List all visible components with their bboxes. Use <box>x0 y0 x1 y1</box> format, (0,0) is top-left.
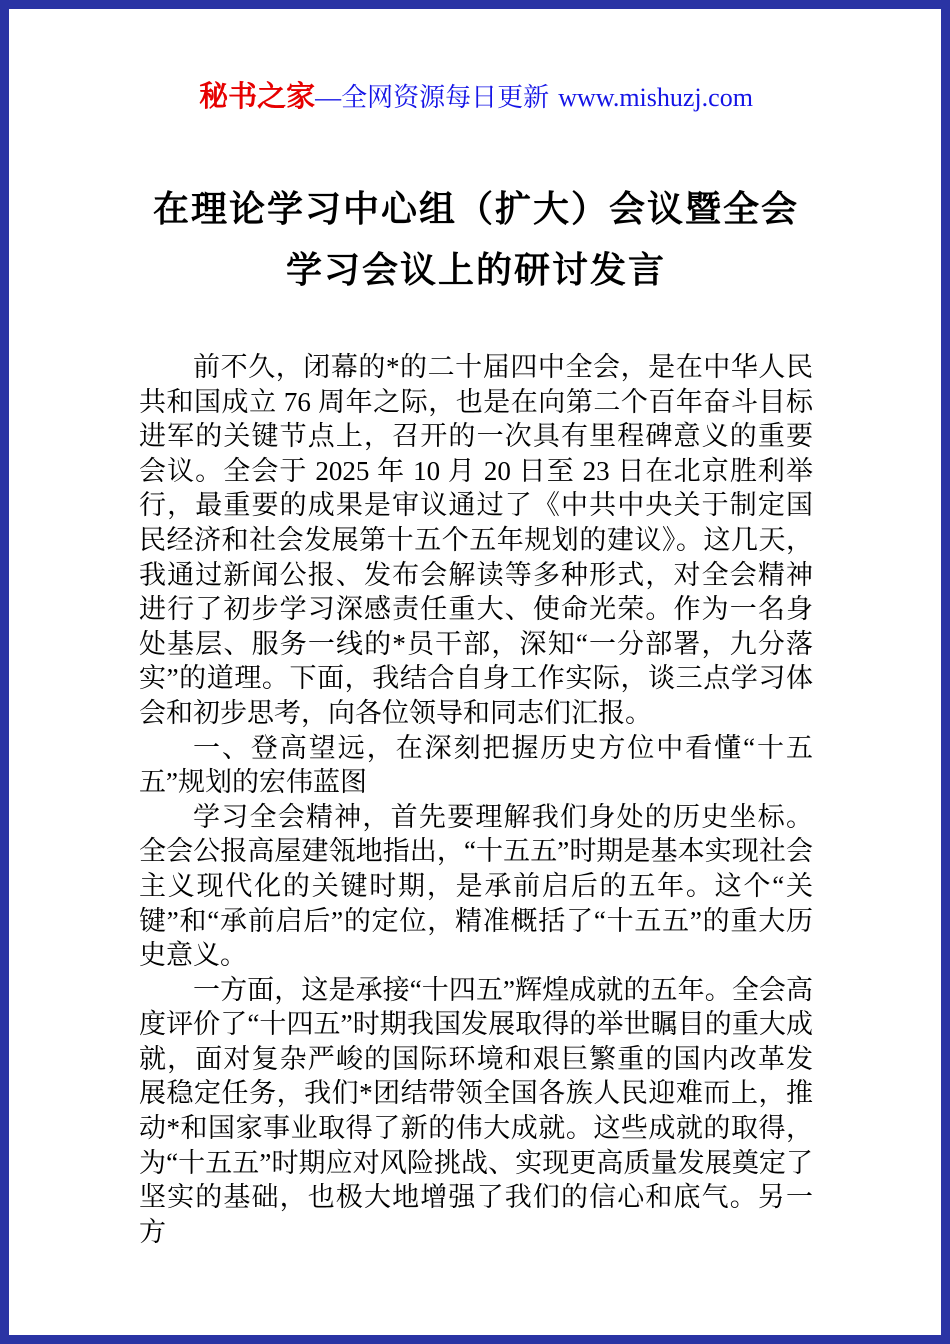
document-body <box>139 350 813 1249</box>
body-paragraph-1: 前不久，闭幕的*的二十届四中全会，是在中华人民共和国成立 76 周年之际，也是在向第二个百年奋斗目标进军的关键节点上，召开的一次具有里程碑意义的重要会议。全会于 2025 年 10 月 20 日至 23 日在北京胜利举行，最重要的成果是审议通过了《中共中央关于制定国民经济和社会发展第十五个五年规划的建议》。这几天，我通过新闻公报、发布会解读等多种形式，对全会精神进行了初步学习深感责任重大、使命光荣。作为一名身处基层、服务一线的*员干部，深知“一分部署，九分落实”的道理。下面，我结合自身工作实际，谈三点学习体会和初步思考，向各位领导和同志们汇报。 <box>139 352 813 728</box>
site-brand: 秘书之家 <box>199 81 316 113</box>
site-tagline: —全网资源每日更新 <box>315 83 550 112</box>
document-title-line-2: 学习会议上的研讨发言 <box>285 249 666 290</box>
site-url: www.mishuzj.com <box>558 83 753 112</box>
document-title-line-1: 在理论学习中心组（扩大）会议暨全会 <box>152 188 799 229</box>
body-paragraph-3: 一方面，这是承接“十四五”辉煌成就的五年。全会高度评价了“十四五”时期我国发展取得的举世瞩目的重大成就，面对复杂严峻的国际环境和艰巨繁重的国内改革发展稳定任务，我们*团结带领全国各族人民迎难而上，推动*和国家事业取得了新的伟大成就。这些成就的取得，为“十五五”时期应对风险挑战、实现更高质量发展奠定了坚实的基础，也极大地增强了我们的信心和底气。另一方 <box>139 974 813 1247</box>
document-title <box>139 178 813 300</box>
body-paragraph-2: 学习全会精神，首先要理解我们身处的历史坐标。全会公报高屋建瓴地指出，“十五五”时期是基本实现社会主义现代化的关键时期，是承前启后的五年。这个“关键”和“承前启后”的定位，精准概括了“十五五”的重大历史意义。 <box>139 801 813 971</box>
section-heading-1: 一、登高望远，在深刻把握历史方位中看懂“十五五”规划的宏伟蓝图 <box>139 732 813 798</box>
site-header <box>139 79 813 116</box>
